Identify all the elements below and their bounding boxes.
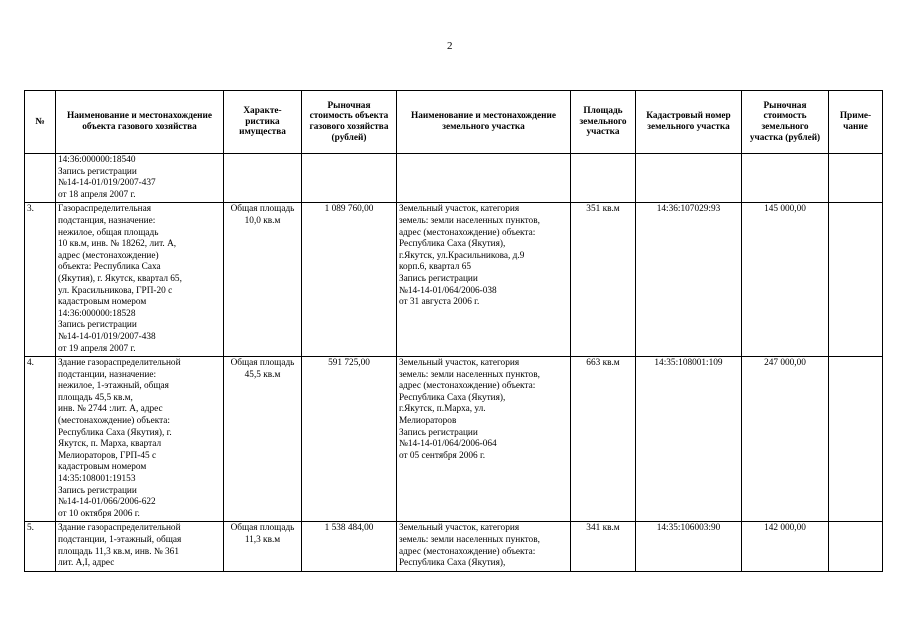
table-row — [25, 522, 883, 571]
header-land-value: Рыночная стоимость земельного участка (рублей) — [742, 91, 829, 154]
cell-gas-value — [302, 154, 397, 203]
cell-land-value — [742, 154, 829, 203]
cell-gas-object: Газораспределительная подстанция, назначение: нежилое, общая площадь 10 кв.м, инв. № 18262, лит. А, адрес (местонахождение) объекта: Республика Саха (Якутия), г. Якутск, квартал 65, ул. Красильникова, ГРП-20 с кадастровым номером 14:36:000000:18528 Запись регистрации №14-14-01/019/2007-438 от 19 апреля 2007 г. — [56, 203, 224, 357]
cell-land-value: 142 000,00 — [742, 522, 829, 571]
page-number: 2 — [447, 40, 453, 52]
cell-note — [829, 203, 883, 357]
cell-land-object — [397, 154, 571, 203]
header-gas-value: Рыночная стоимость объекта газового хозяйства (рублей) — [302, 91, 397, 154]
cell-note — [829, 154, 883, 203]
cell-area: 341 кв.м — [571, 522, 636, 571]
property-register-table — [24, 90, 883, 572]
cell-land-value: 145 000,00 — [742, 203, 829, 357]
cell-gas-value: 591 725,00 — [302, 357, 397, 522]
cell-gas-value: 1 538 484,00 — [302, 522, 397, 571]
cell-characteristic — [224, 154, 302, 203]
header-row — [25, 91, 883, 154]
cell-area: 351 кв.м — [571, 203, 636, 357]
cell-cadastral: 14:35:108001:109 — [636, 357, 742, 522]
cell-num: 4. — [25, 357, 56, 522]
cell-characteristic: Общая площадь 10,0 кв.м — [224, 203, 302, 357]
cell-num — [25, 154, 56, 203]
cell-gas-object: Здание газораспределительной подстанции, 1-этажный, общая площадь 11,3 кв.м, инв. № 361 лит. А,I, адрес — [56, 522, 224, 571]
cell-note — [829, 357, 883, 522]
cell-note — [829, 522, 883, 571]
header-land-object: Наименование и местонахождение земельного участка — [397, 91, 571, 154]
header-num: № — [25, 91, 56, 154]
cell-land-value: 247 000,00 — [742, 357, 829, 522]
cell-characteristic: Общая площадь 45,5 кв.м — [224, 357, 302, 522]
cell-land-object: Земельный участок, категория земель: земли населенных пунктов, адрес (местонахождение) объекта: Республика Саха (Якутия), г.Якутск, ул.Красильникова, д.9 корп.6, квартал 65 Запись регистрации №14-14-01/064/2006-038 от 31 августа 2006 г. — [397, 203, 571, 357]
cell-area: 663 кв.м — [571, 357, 636, 522]
cell-gas-object: 14:36:000000:18540 Запись регистрации №14-14-01/019/2007-437 от 18 апреля 2007 г. — [56, 154, 224, 203]
table-row — [25, 357, 883, 522]
header-characteristic: Характе-ристика имущества — [224, 91, 302, 154]
cell-characteristic: Общая площадь 11,3 кв.м — [224, 522, 302, 571]
cell-gas-value: 1 089 760,00 — [302, 203, 397, 357]
cell-gas-object: Здание газораспределительной подстанции, назначение: нежилое, 1-этажный, общая площадь 45,5 кв.м, инв. № 2744 :лит. А, адрес (местонахождение) объекта: Республика Саха (Якутия), г. Якутск, п. Марха, квартал Мелиораторов, ГРП-45 с кадастровым номером 14:35:108001:19153 Запись регистрации №14-14-01/066/2006-622 от 10 октября 2006 г. — [56, 357, 224, 522]
header-note: Приме-чание — [829, 91, 883, 154]
cell-num: 5. — [25, 522, 56, 571]
header-cadastral: Кадастровый номер земельного участка — [636, 91, 742, 154]
table-row — [25, 203, 883, 357]
cell-area — [571, 154, 636, 203]
header-gas-object: Наименование и местонахождение объекта газового хозяйства — [56, 91, 224, 154]
cell-cadastral: 14:35:106003:90 — [636, 522, 742, 571]
cell-land-object: Земельный участок, категория земель: земли населенных пунктов, адрес (местонахождение) объекта: Республика Саха (Якутия), г.Якутск, п.Марха, ул. Мелиораторов Запись регистрации №14-14-01/064/2006-064 от 05 сентября 2006 г. — [397, 357, 571, 522]
cell-land-object: Земельный участок, категория земель: земли населенных пунктов, адрес (местонахождение) объекта: Республика Саха (Якутия), — [397, 522, 571, 571]
table-row — [25, 154, 883, 203]
cell-cadastral: 14:36:107029:93 — [636, 203, 742, 357]
cell-num: 3. — [25, 203, 56, 357]
header-area: Площадь земельного участка — [571, 91, 636, 154]
cell-cadastral — [636, 154, 742, 203]
